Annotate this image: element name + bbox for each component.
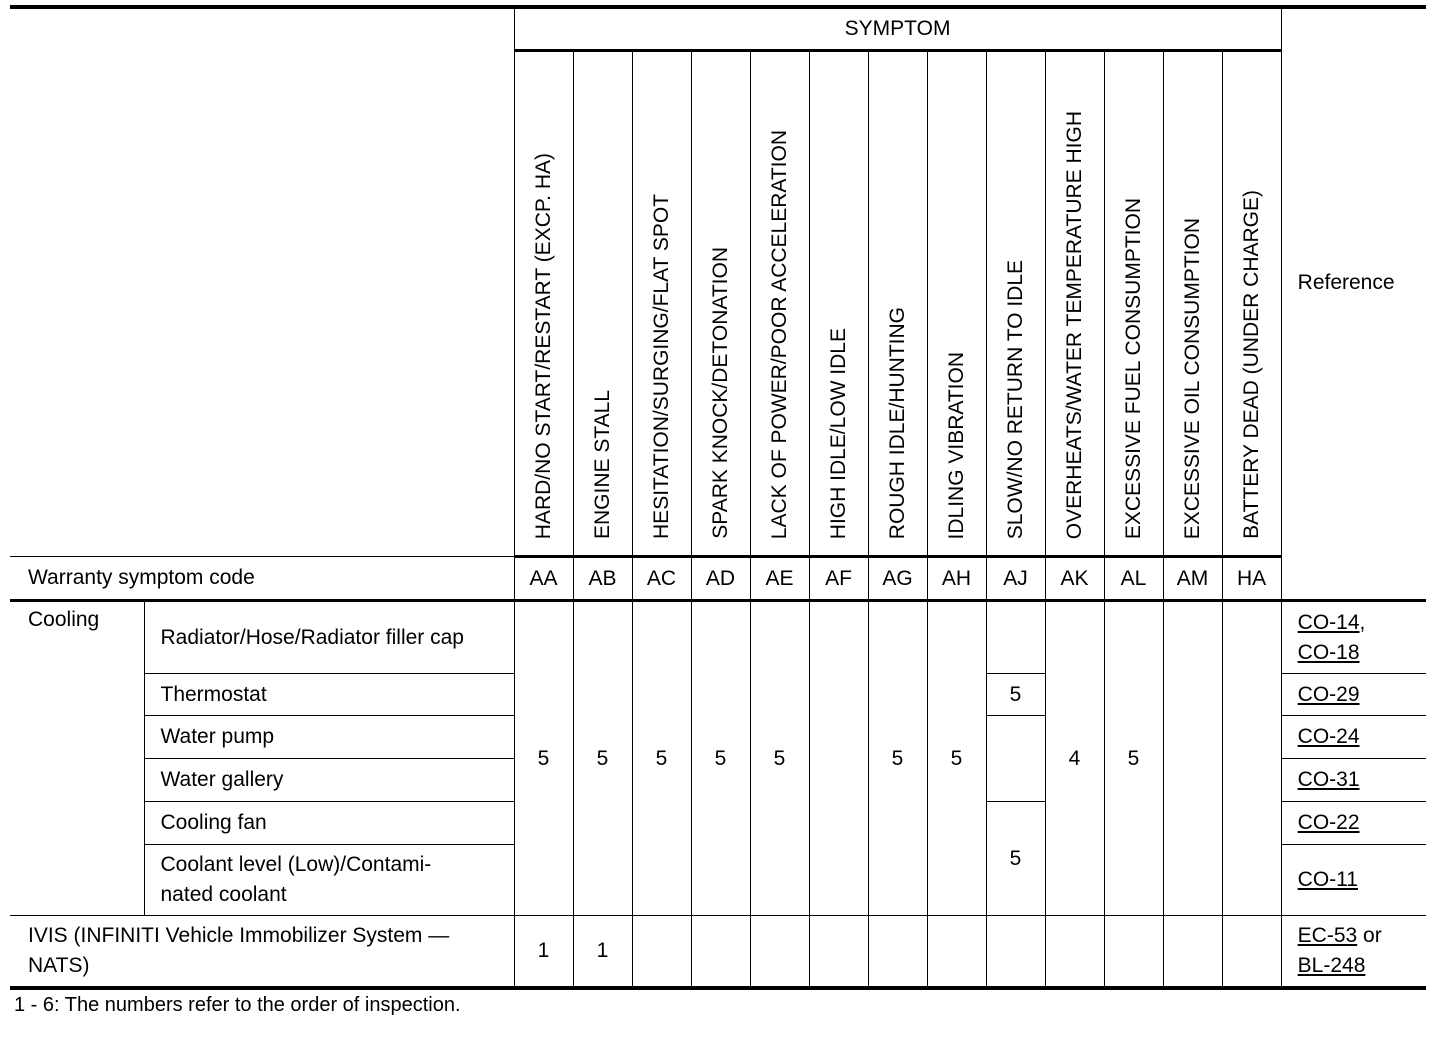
warranty-code: AC bbox=[632, 557, 691, 601]
warranty-code: AM bbox=[1163, 557, 1222, 601]
column-header-ac: HESITATION/SURGING/FLAT SPOT bbox=[632, 51, 691, 557]
value-cell: 5 bbox=[986, 674, 1045, 716]
reference-cooling-fan bbox=[1281, 802, 1426, 845]
column-header-ah: IDLING VIBRATION bbox=[927, 51, 986, 557]
value-cell: 5 bbox=[632, 601, 691, 916]
column-header-ak: OVERHEATS/WATER TEMPERATURE HIGH bbox=[1045, 51, 1104, 557]
value-cell: 1 bbox=[573, 916, 632, 989]
column-header-af: HIGH IDLE/LOW IDLE bbox=[809, 51, 868, 557]
item-coolant-level: Coolant level (Low)/Contami- nated coolant bbox=[144, 845, 514, 916]
value-cell-empty bbox=[986, 601, 1045, 674]
warranty-reference-blank bbox=[1281, 557, 1426, 601]
warranty-code: AG bbox=[868, 557, 927, 601]
column-header-aa: HARD/NO START/RESTART (EXCP. HA) bbox=[514, 51, 573, 557]
value-cell: 5 bbox=[750, 601, 809, 916]
value-cell: 5 bbox=[1104, 601, 1163, 916]
column-header-ad: SPARK KNOCK/DETONATION bbox=[691, 51, 750, 557]
value-cell-empty bbox=[691, 916, 750, 989]
reference-coolant-level bbox=[1281, 845, 1426, 916]
reference-link[interactable]: CO-11 bbox=[1297, 868, 1358, 891]
item-radiator: Radiator/Hose/Radiator filler cap bbox=[144, 601, 514, 674]
reference-link[interactable]: CO-24 bbox=[1297, 725, 1360, 748]
value-cell-empty bbox=[1222, 601, 1281, 916]
value-cell: 4 bbox=[1045, 601, 1104, 916]
reference-link[interactable]: CO-18 bbox=[1297, 640, 1360, 664]
column-header-am: EXCESSIVE OIL CONSUMPTION bbox=[1163, 51, 1222, 557]
reference-link[interactable]: CO-29 bbox=[1297, 682, 1360, 706]
reference-water-gallery bbox=[1281, 759, 1426, 802]
value-cell: 5 bbox=[927, 601, 986, 916]
value-cell-empty bbox=[1104, 916, 1163, 989]
warranty-code: AJ bbox=[986, 557, 1045, 601]
value-cell-empty bbox=[1045, 916, 1104, 989]
value-cell-empty bbox=[986, 916, 1045, 989]
item-water-pump: Water pump bbox=[144, 716, 514, 759]
column-header-ae: LACK OF POWER/POOR ACCELERATION bbox=[750, 51, 809, 557]
reference-link[interactable]: EC-53 bbox=[1297, 924, 1358, 947]
value-cell: 5 bbox=[691, 601, 750, 916]
reference-thermostat bbox=[1281, 674, 1426, 716]
value-cell-empty bbox=[809, 601, 868, 916]
category-cooling: Cooling bbox=[10, 601, 144, 916]
column-header-ab: ENGINE STALL bbox=[573, 51, 632, 557]
warranty-code: AD bbox=[691, 557, 750, 601]
column-header-al: EXCESSIVE FUEL CONSUMPTION bbox=[1104, 51, 1163, 557]
value-cell-empty bbox=[986, 716, 1045, 802]
reference-water-pump bbox=[1281, 716, 1426, 759]
reference-link[interactable]: CO-14 bbox=[1297, 610, 1360, 634]
value-cell: 5 bbox=[514, 601, 573, 916]
item-water-gallery: Water gallery bbox=[144, 759, 514, 802]
column-header-aj: SLOW/NO RETURN TO IDLE bbox=[986, 51, 1045, 557]
value-cell-empty bbox=[1163, 601, 1222, 916]
value-cell: 5 bbox=[573, 601, 632, 916]
item-cooling-fan: Cooling fan bbox=[144, 802, 514, 845]
value-cell-empty bbox=[632, 916, 691, 989]
value-cell: 5 bbox=[868, 601, 927, 916]
value-cell-empty bbox=[868, 916, 927, 989]
reference-link[interactable]: CO-22 bbox=[1297, 811, 1360, 834]
reference-link[interactable]: CO-31 bbox=[1297, 768, 1360, 791]
value-cell-empty bbox=[1222, 916, 1281, 989]
item-ivis: IVIS (INFINITI Vehicle Immobilizer System — NATS) bbox=[10, 916, 514, 989]
reference-ivis: EC-53 or BL-248 bbox=[1281, 916, 1426, 989]
warranty-code: AK bbox=[1045, 557, 1104, 601]
column-header-ag: ROUGH IDLE/HUNTING bbox=[868, 51, 927, 557]
footnote: 1 - 6: The numbers refer to the order of inspection. bbox=[14, 994, 461, 1016]
warranty-code: AA bbox=[514, 557, 573, 601]
header-blank bbox=[10, 7, 514, 557]
warranty-code-label: Warranty symptom code bbox=[10, 557, 514, 601]
warranty-code: AH bbox=[927, 557, 986, 601]
column-header-ha: BATTERY DEAD (UNDER CHARGE) bbox=[1222, 51, 1281, 557]
warranty-code: AL bbox=[1104, 557, 1163, 601]
value-cell-empty bbox=[927, 916, 986, 989]
warranty-code: AB bbox=[573, 557, 632, 601]
item-thermostat: Thermostat bbox=[144, 674, 514, 716]
value-cell-empty bbox=[1163, 916, 1222, 989]
reference-radiator: CO-14, CO-18 bbox=[1281, 601, 1426, 674]
symptom-title: SYMPTOM bbox=[514, 7, 1281, 51]
warranty-code: AF bbox=[809, 557, 868, 601]
symptom-table bbox=[10, 5, 1426, 990]
value-cell-empty bbox=[750, 916, 809, 989]
reference-header: Reference bbox=[1281, 7, 1426, 557]
value-cell: 1 bbox=[514, 916, 573, 989]
value-cell-empty bbox=[809, 916, 868, 989]
warranty-code: AE bbox=[750, 557, 809, 601]
value-cell: 5 bbox=[986, 802, 1045, 916]
reference-link[interactable]: BL-248 bbox=[1297, 954, 1366, 977]
warranty-code: HA bbox=[1222, 557, 1281, 601]
